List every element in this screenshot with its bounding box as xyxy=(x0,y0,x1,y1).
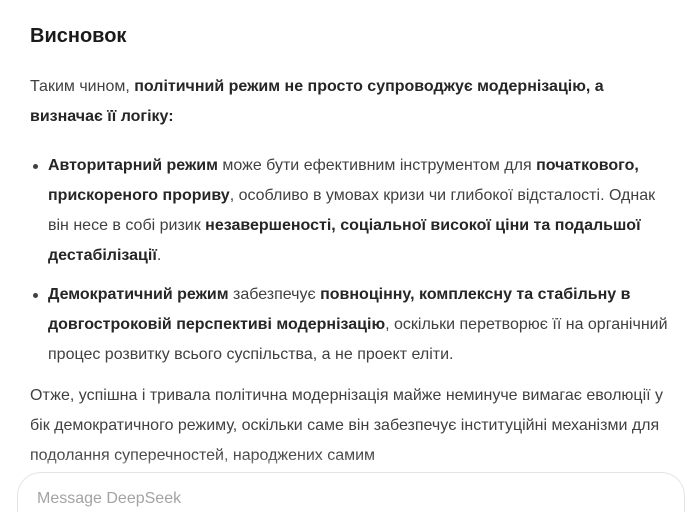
bullet-text: може бути ефективним інструментом для xyxy=(217,157,537,174)
bullet-text: , оскільки перетворює її на органічний процес розвитку всього суспільства, а не проект еліти. xyxy=(48,316,668,363)
bullet-term: Авторитарний режим xyxy=(48,157,218,174)
message-composer xyxy=(17,472,685,512)
list-item-democratic xyxy=(30,280,678,370)
list-item-authoritarian xyxy=(30,151,678,271)
intro-text: Таким чином, xyxy=(30,78,135,95)
intro-bold: політичний режим не просто супроводжує модернізацію, а визначає її логіку: xyxy=(30,78,604,125)
intro-paragraph xyxy=(30,72,678,132)
bullet-text: . xyxy=(156,247,162,264)
message-input[interactable] xyxy=(37,490,637,508)
bullet-emphasis: незавершеності, соціальної високої ціни та подальшої дестабілізації xyxy=(48,217,641,264)
bullet-text: забезпечує xyxy=(228,286,321,303)
conclusion-paragraph: Отже, успішна і тривала політична модернізація майже неминуче вимагає еволюції у бік демократичного режиму, оскільки саме він забезпечує інституційні механізми для подолання суперечностей, народжених самим xyxy=(30,387,664,464)
bullet-list xyxy=(30,151,678,370)
assistant-message xyxy=(30,18,678,471)
bullet-text: , особливо в умовах кризи чи глибокої відсталості. Однак він несе в собі ризик xyxy=(48,187,656,234)
bullet-emphasis: початкового, прискореного прориву xyxy=(48,157,639,204)
bullet-emphasis: повноцінну, комплексну та стабільну в довгостроковій перспективі модернізацію xyxy=(48,286,631,333)
section-heading: Висновок xyxy=(30,25,127,47)
bullet-term: Демократичний режим xyxy=(48,286,229,303)
